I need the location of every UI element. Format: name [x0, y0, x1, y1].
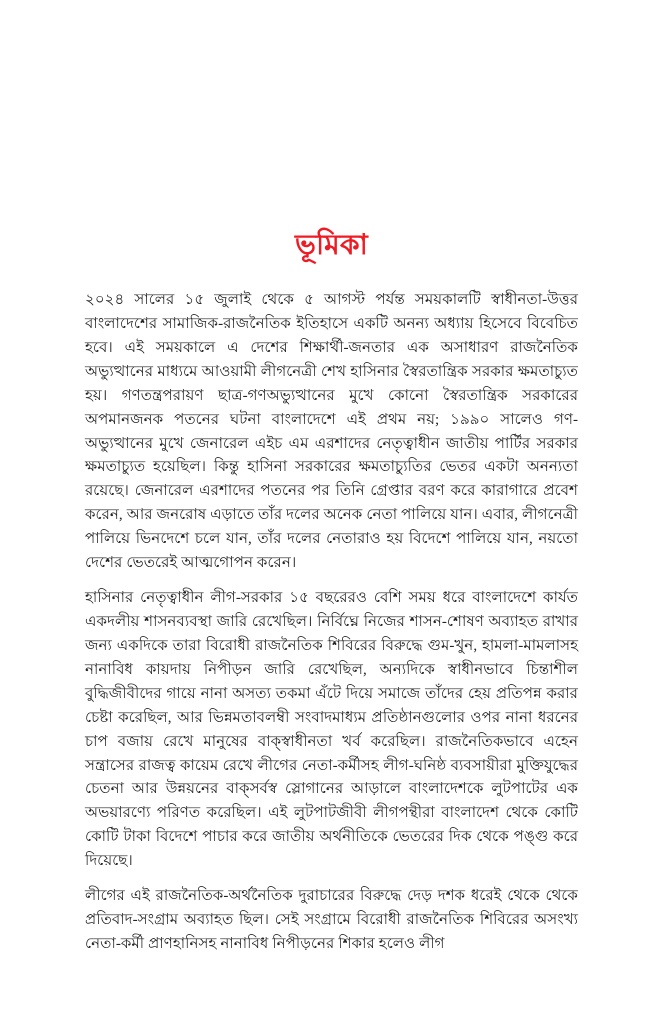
- body-paragraph: লীগের এই রাজনৈতিক-অর্থনৈতিক দুরাচারের বিরুদ্ধে দেড় দশক ধরেই থেকে থেকে প্রতিবাদ-সংগ্রাম অব্যাহত ছিল। সেই সংগ্রামে বিরোধী রাজনৈতিক শিবিরের অসংখ্য নেতা-কর্মী প্রাণহানিসহ নানাবিধ নিপীড়নের শিকার হলেও লীগ: [85, 888, 578, 952]
- page-content: [85, 228, 578, 957]
- body-paragraph: হাসিনার নেতৃত্বাধীন লীগ-সরকার ১৫ বছরেরও বেশি সময় ধরে বাংলাদেশে কার্যত একদলীয় শাসনব্যবস্থা জারি রেখেছিল। নির্বিঘ্নে নিজের শাসন-শোষণ অব্যাহত রাখার জন্য একদিকে তারা বিরোধী রাজনৈতিক শিবিরের বিরুদ্ধে গুম-খুন, হামলা-মামলাসহ নানাবিধ কায়দায় নিপীড়ন জারি রেখেছিল, অন্যদিকে স্বাধীনভাবে চিন্তাশীল বুদ্ধিজীবীদের গায়ে নানা অসত্য তকমা এঁটে দিয়ে সমাজে তাঁদের হেয় প্রতিপন্ন করার চেষ্টা করেছিল, আর ভিন্নমতাবলম্বী সংবাদমাধ্যম প্রতিষ্ঠানগুলোর ওপর নানা ধরনের চাপ বজায় রেখে মানুষের বাক্‌স্বাধীনতা খর্ব করেছিল। রাজনৈতিকভাবে এহেন সন্ত্রাসের রাজত্ব কায়েম রেখে লীগের নেতা-কর্মীসহ লীগ-ঘনিষ্ঠ ব্যবসায়ীরা মুক্তিযুদ্ধের চেতনা আর উন্নয়নের বাক্‌সর্বস্ব স্লোগানের আড়ালে বাংলাদেশকে লুটপাটের এক অভয়ারণ্যে পরিণত করেছিল। এই লুটপাটজীবী লীগপন্থীরা বাংলাদেশ থেকে কোটি কোটি টাকা বিদেশে পাচার করে জাতীয় অর্থনীতিকে ভেতরের দিক থেকে পঙ্গু করে দিয়েছে।: [85, 590, 578, 870]
- body-paragraph: ২০২৪ সালের ১৫ জুলাই থেকে ৫ আগস্ট পর্যন্ত সময়কালটি স্বাধীনতা-উত্তর বাংলাদেশের সামাজিক-রাজনৈতিক ইতিহাসে একটি অনন্য অধ্যায় হিসেবে বিবেচিত হবে। এই সময়কালে এ দেশের শিক্ষার্থী-জনতার এক অসাধারণ রাজনৈতিক অভ্যুত্থানের মাধ্যমে আওয়ামী লীগনেত্রী শেখ হাসিনার স্বৈরতান্ত্রিক সরকার ক্ষমতাচ্যুত হয়। গণতন্ত্রপরায়ণ ছাত্র-গণঅভ্যুত্থানের মুখে কোনো স্বৈরতান্ত্রিক সরকারের অপমানজনক পতনের ঘটনা বাংলাদেশে এই প্রথম নয়; ১৯৯০ সালেও গণ-অভ্যুত্থানের মুখে জেনারেল এইচ এম এরশাদের নেতৃত্বাধীন জাতীয় পার্টির সরকার ক্ষমতাচ্যুত হয়েছিল। কিন্তু হাসিনা সরকারের ক্ষমতাচ্যুতির ভেতর একটা অনন্যতা রয়েছে। জেনারেল এরশাদের পতনের পর তিনি গ্রেপ্তার বরণ করে কারাগারে প্রবেশ করেন, আর জনরোষ এড়াতে তাঁর দলের অনেক নেতা পালিয়ে যান। এবার, লীগনেত্রী পালিয়ে ভিনদেশে চলে যান, তাঁর দলের নেতারাও হয় বিদেশে পালিয়ে যান, নয়তো দেশের ভেতরেই আত্মগোপন করেন।: [85, 292, 578, 572]
- page-title: ভূমিকা: [294, 230, 369, 261]
